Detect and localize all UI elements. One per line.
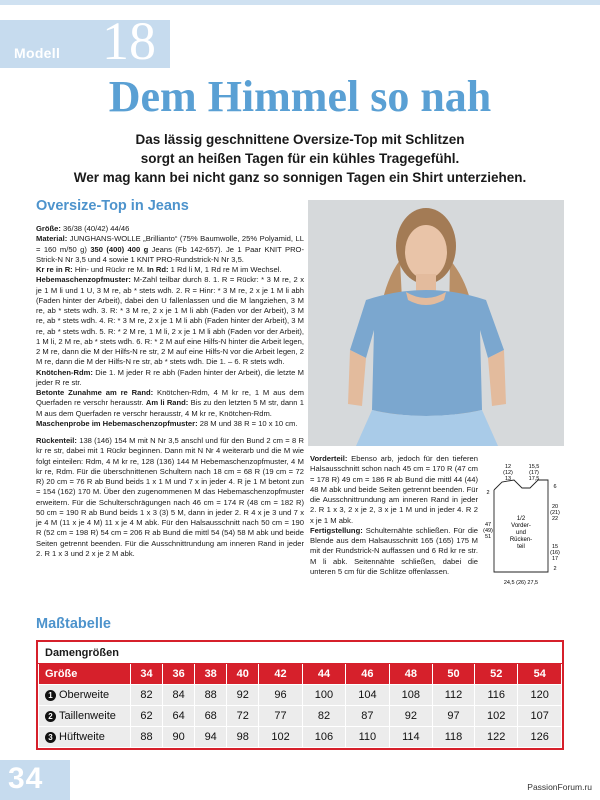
schematic-top-left-3: 13 bbox=[504, 476, 512, 482]
subtitle-line: Das lässig geschnittene Oversize-Top mit Schlitzen bbox=[135, 132, 465, 147]
size-table bbox=[36, 640, 564, 750]
table-cell: 94 bbox=[195, 727, 227, 748]
label-fertig: Fertigstellung: bbox=[310, 525, 363, 535]
size-header-cell: 54 bbox=[518, 664, 562, 685]
schematic-top-right-3: 17,5 bbox=[528, 476, 540, 482]
table-cell: 120 bbox=[518, 685, 562, 706]
table-cell: 64 bbox=[163, 706, 195, 727]
model-photo bbox=[308, 200, 564, 446]
subtitle-line: sorgt an heißen Tagen für ein kühles Tragegefühl. bbox=[140, 151, 460, 166]
schematic-left-2: (49) bbox=[483, 528, 493, 534]
text-zunahme-li: Bis zu den letzten 5 M str, dann 1 M aus dem Querfaden re verschr herausstr, 4 M kr re, Knötchen-Rdm. bbox=[36, 398, 304, 418]
page-title: Dem Himmel so nah bbox=[108, 72, 492, 121]
table-cell: 108 bbox=[389, 685, 432, 706]
paragraph-vorderteil bbox=[310, 454, 478, 526]
table-cell: 126 bbox=[518, 727, 562, 748]
schematic-right-low-3: 17 bbox=[551, 556, 559, 562]
table-cell: 107 bbox=[518, 706, 562, 727]
row-label-text: Oberweite bbox=[59, 689, 110, 701]
text-zunahme: Knötchen-Rdm, 4 M kr re, 1 M aus dem Querfaden re verschr herausstr. bbox=[36, 388, 304, 408]
label-kr-rd: In Rd: bbox=[147, 265, 169, 274]
row-label-hueftweite bbox=[39, 727, 131, 748]
text-vorderteil: Ebenso arb, jedoch für den tieferen Halsausschnitt schon nach 45 cm = 170 R (47 cm = 178 R) 49 cm = 186 R ab Bund die mittl 44 (44) 48 M abk und beide Seiten getrennt beenden. Für die Ausschnittrundung am inneren Rand in jeder 2. R 1 x 3, 2 x je 2, 3 x je 1 M und in jeder 4. R 2 x je 1 M abk. bbox=[310, 454, 478, 525]
paragraph-fertig bbox=[310, 526, 478, 577]
schematic-top-right-1: 15,5 bbox=[528, 464, 540, 470]
table-cell: 62 bbox=[131, 706, 163, 727]
size-header-cell: 36 bbox=[163, 664, 195, 685]
schematic-top-left-1: 12 bbox=[504, 464, 512, 470]
label-zunahme-li: Am li Rand: bbox=[145, 398, 189, 408]
table-cell: 82 bbox=[131, 685, 163, 706]
table-row bbox=[39, 727, 562, 748]
table-cell: 110 bbox=[346, 727, 389, 748]
table-row bbox=[39, 706, 562, 727]
text-fertig: Schulternähte schließen. Für die Blende aus dem Halsausschnitt 165 (165) 175 M mit der Rundstrick-N auffassen und 6 Rd kr re str. M li abk. Seitennähte schließen, dabei die unteren 5 cm für die Schlitze offenlassen. bbox=[310, 525, 478, 576]
modell-number: 18 bbox=[102, 11, 156, 71]
schematic-right-mid-3: 22 bbox=[551, 516, 559, 522]
label-groesse: Größe: bbox=[36, 224, 61, 233]
text-groesse: 36/38 (40/42) 44/46 bbox=[60, 224, 130, 233]
size-header-cell: 34 bbox=[131, 664, 163, 685]
size-header-row bbox=[39, 664, 562, 685]
schematic-top-left-2: (12) bbox=[503, 470, 513, 476]
size-table-title: Damengrößen bbox=[39, 643, 562, 664]
row-number-badge: 2 bbox=[45, 711, 56, 722]
table-cell: 90 bbox=[163, 727, 195, 748]
row-label-oberweite bbox=[39, 685, 131, 706]
row-number-badge: 3 bbox=[45, 732, 56, 743]
material-amount: 350 (400) 400 g bbox=[90, 244, 149, 254]
label-material: Material: bbox=[36, 234, 68, 244]
table-cell: 104 bbox=[346, 685, 389, 706]
table-cell: 72 bbox=[227, 706, 259, 727]
text-maschenprobe: 28 M und 38 R = 10 x 10 cm. bbox=[197, 418, 298, 428]
paragraph-material bbox=[36, 234, 304, 265]
table-cell: 87 bbox=[346, 706, 389, 727]
subtitle bbox=[0, 130, 600, 187]
table-cell: 97 bbox=[433, 706, 475, 727]
pattern-schematic bbox=[482, 460, 562, 590]
paragraph-kr bbox=[36, 265, 304, 275]
table-cell: 106 bbox=[302, 727, 345, 748]
subtitle-line: Wer mag kann bei nicht ganz so sonnigen Tagen ein Shirt unterziehen. bbox=[73, 170, 527, 185]
paragraph-rueckenteil bbox=[36, 436, 304, 559]
text-material-rest: Jeans (Fb 142-657). Je 1 Paar KNIT PRO-Strick-N Nr 3,5 und 4 sowie 1 KNIT PRO-Rundstrick-N Nr 3,5. bbox=[36, 244, 304, 264]
text-kr-rd: 1 Rd li M, 1 Rd re M im Wechsel. bbox=[168, 265, 282, 274]
text-material: JUNGHANS-WOLLE „Brillianto“ (75% Baumwolle, 25% Polyamid, LL = 160 m/50 g) bbox=[36, 234, 304, 254]
table-cell: 114 bbox=[389, 727, 432, 748]
size-header-cell: 44 bbox=[302, 664, 345, 685]
row-label-text: Hüftweite bbox=[59, 731, 105, 743]
schematic-right-top: 6 bbox=[553, 484, 557, 490]
table-cell: 102 bbox=[475, 706, 518, 727]
size-table-grid bbox=[38, 642, 562, 748]
table-cell: 118 bbox=[433, 727, 475, 748]
schematic-left-3: 51 bbox=[484, 534, 492, 540]
table-cell: 88 bbox=[131, 727, 163, 748]
table-row bbox=[39, 685, 562, 706]
table-cell: 102 bbox=[259, 727, 302, 748]
paragraph-zunahme bbox=[36, 388, 304, 419]
size-header-cell: 50 bbox=[433, 664, 475, 685]
paragraph-knoetchen bbox=[36, 368, 304, 389]
table-cell: 77 bbox=[259, 706, 302, 727]
mass-table-title: Maßtabelle bbox=[36, 616, 111, 632]
schematic-right-mid-1: 20 bbox=[551, 504, 559, 510]
instructions-left-column bbox=[36, 224, 304, 559]
footer-watermark: PassionForum.ru bbox=[527, 782, 592, 792]
label-maschenprobe: Maschenprobe im Hebemaschenzopfmuster: bbox=[36, 418, 198, 428]
label-rueckenteil: Rückenteil: bbox=[36, 436, 77, 445]
table-cell: 100 bbox=[302, 685, 345, 706]
size-header-cell: 52 bbox=[475, 664, 518, 685]
size-header-cell: 38 bbox=[195, 664, 227, 685]
section-title: Oversize-Top in Jeans bbox=[36, 198, 189, 214]
table-cell: 116 bbox=[475, 685, 518, 706]
size-header-cell: 42 bbox=[259, 664, 302, 685]
instructions-right-column bbox=[310, 454, 478, 577]
table-cell: 96 bbox=[259, 685, 302, 706]
schematic-center-3: und bbox=[515, 530, 527, 536]
schematic-right-low-2: (16) bbox=[550, 550, 560, 556]
schematic-bottom: 24,5 (26) 27,5 bbox=[503, 580, 539, 586]
row-label-text: Taillenweite bbox=[59, 710, 116, 722]
schematic-left-top: 2 bbox=[486, 490, 490, 496]
label-hebe: Hebemaschenzopfmuster: bbox=[36, 275, 131, 285]
table-cell: 82 bbox=[302, 706, 345, 727]
model-photo-illustration bbox=[308, 200, 564, 446]
label-vorderteil: Vorderteil: bbox=[310, 454, 348, 463]
schematic-left-1: 47 bbox=[484, 522, 492, 528]
schematic-right-mid-2: (21) bbox=[550, 510, 560, 516]
table-cell: 84 bbox=[163, 685, 195, 706]
row-number-badge: 1 bbox=[45, 690, 56, 701]
schematic-right-bottom: 2 bbox=[553, 566, 557, 572]
label-knoetchen: Knötchen-Rdm: bbox=[36, 367, 93, 377]
table-cell: 68 bbox=[195, 706, 227, 727]
modell-label: Modell bbox=[14, 45, 61, 61]
paragraph-maschenprobe bbox=[36, 419, 304, 429]
schematic-center-4: Rücken- bbox=[509, 537, 533, 543]
table-cell: 98 bbox=[227, 727, 259, 748]
table-cell: 112 bbox=[433, 685, 475, 706]
size-header-label: Größe bbox=[39, 664, 131, 685]
label-zunahme: Betonte Zunahme am re Rand: bbox=[36, 388, 154, 397]
label-kr: Kr re in R: bbox=[36, 265, 73, 274]
text-hebe: M-Zahl teilbar durch 8. 1. R = Rückr: * 3 M re, 2 x je 1 M li und 1 U, 3 M re, ab * stets wdh. 2. R = Hinr: * 3 M re, 2 x je 1 M li abh (Faden hinter der Arbeit), dabei den U fallenlassen und die M langziehen, 3 M re, ab * stets wdh. 3. R: * 3 M re, 2 x je 1 M li abh (Faden vor der Arbeit), 3 M re, ab * stets wdh. 4. R: * 3 M re, 2 x je 1 M li abh (Faden hinter der Arbeit), 3 M re, ab * stets wdh. 5. R: * 2 M re, 1 M li, 2 x je 1 M li abh (Faden vor der Arbeit), 1 M li, 2 M re, ab * stets wdh. 6. R: * 2 M auf eine Hilfs-N hinter die Arbeit legen, 2 M re, dann die M der Hilfs-N re str, 2 M auf eine Hilfs-N vor die Arbeit legen, 2 M re, dann die M der Hilfs-N re str, ab * stets wdh. Die 1. – 6. R stets wdh. bbox=[36, 275, 304, 367]
schematic-center-2: Vorder- bbox=[511, 523, 531, 529]
row-label-taillenweite bbox=[39, 706, 131, 727]
size-table-title-row bbox=[39, 643, 562, 664]
text-rueckenteil: 138 (146) 154 M mit N Nr 3,5 anschl und für den Bund 2 cm = 8 R kr re str, dabei mit 1 Rückr beginnen. Dann mit N Nr 4 weiterarb und die M wie folgt einteilen: Rdm, 4 M kr re, 128 (136) 144 M Hebemaschenzopfmuster, 4 M kr re, Rdm. Für die überschnittenen Schultern nach 18 cm = 68 R (19 cm = 72 R) 20 cm = 76 R ab Bund beids 1 x 1 M und 7 x in jeder 4. R je 1 M betont zun = 154 (162) 170 M. Über den zugenommenen M das Hebemaschenzopfmuster erweitern. Für die Schulterschrägungen nach 46 cm = 174 R (48 cm = 182 R) 50 cm = 190 R ab Bund beids 1 x 3 (3) 5 M, dann in jeder 2. R 4 x je 3 und 7 x je 4 M (11 x je 4 M) 11 x je 4 M abk. Für den Halsausschnitt nach 50 cm = 190 R (52 cm = 198 R) 54 cm = 206 R ab Bund die mittl 54 (54) 58 M abk und beide Seiten getrennt beenden. Für die Ausschnittrundung am inneren Rand in jeder 2. R 1 x 3 und 2 x je 2 M abk. bbox=[36, 436, 304, 558]
page-number-box bbox=[0, 760, 70, 800]
schematic-right-low-1: 15 bbox=[551, 544, 559, 550]
schematic-top-right-2: (17) bbox=[529, 470, 539, 476]
size-header-cell: 48 bbox=[389, 664, 432, 685]
size-header-cell: 46 bbox=[346, 664, 389, 685]
size-header-cell: 40 bbox=[227, 664, 259, 685]
table-cell: 122 bbox=[475, 727, 518, 748]
text-kr: Hin- und Rückr re M. bbox=[72, 265, 147, 274]
paragraph-hebe bbox=[36, 275, 304, 367]
page-number: 34 bbox=[8, 762, 44, 795]
schematic-center-1: 1/2 bbox=[516, 516, 526, 522]
text-knoetchen: Die 1. M jeder R re abh (Faden hinter der Arbeit), die letzte M jeder R re str. bbox=[36, 367, 304, 387]
table-cell: 92 bbox=[389, 706, 432, 727]
schematic-center-5: teil bbox=[517, 544, 525, 550]
table-cell: 92 bbox=[227, 685, 259, 706]
top-bar bbox=[0, 0, 600, 5]
table-cell: 88 bbox=[195, 685, 227, 706]
paragraph-groesse bbox=[36, 224, 304, 234]
